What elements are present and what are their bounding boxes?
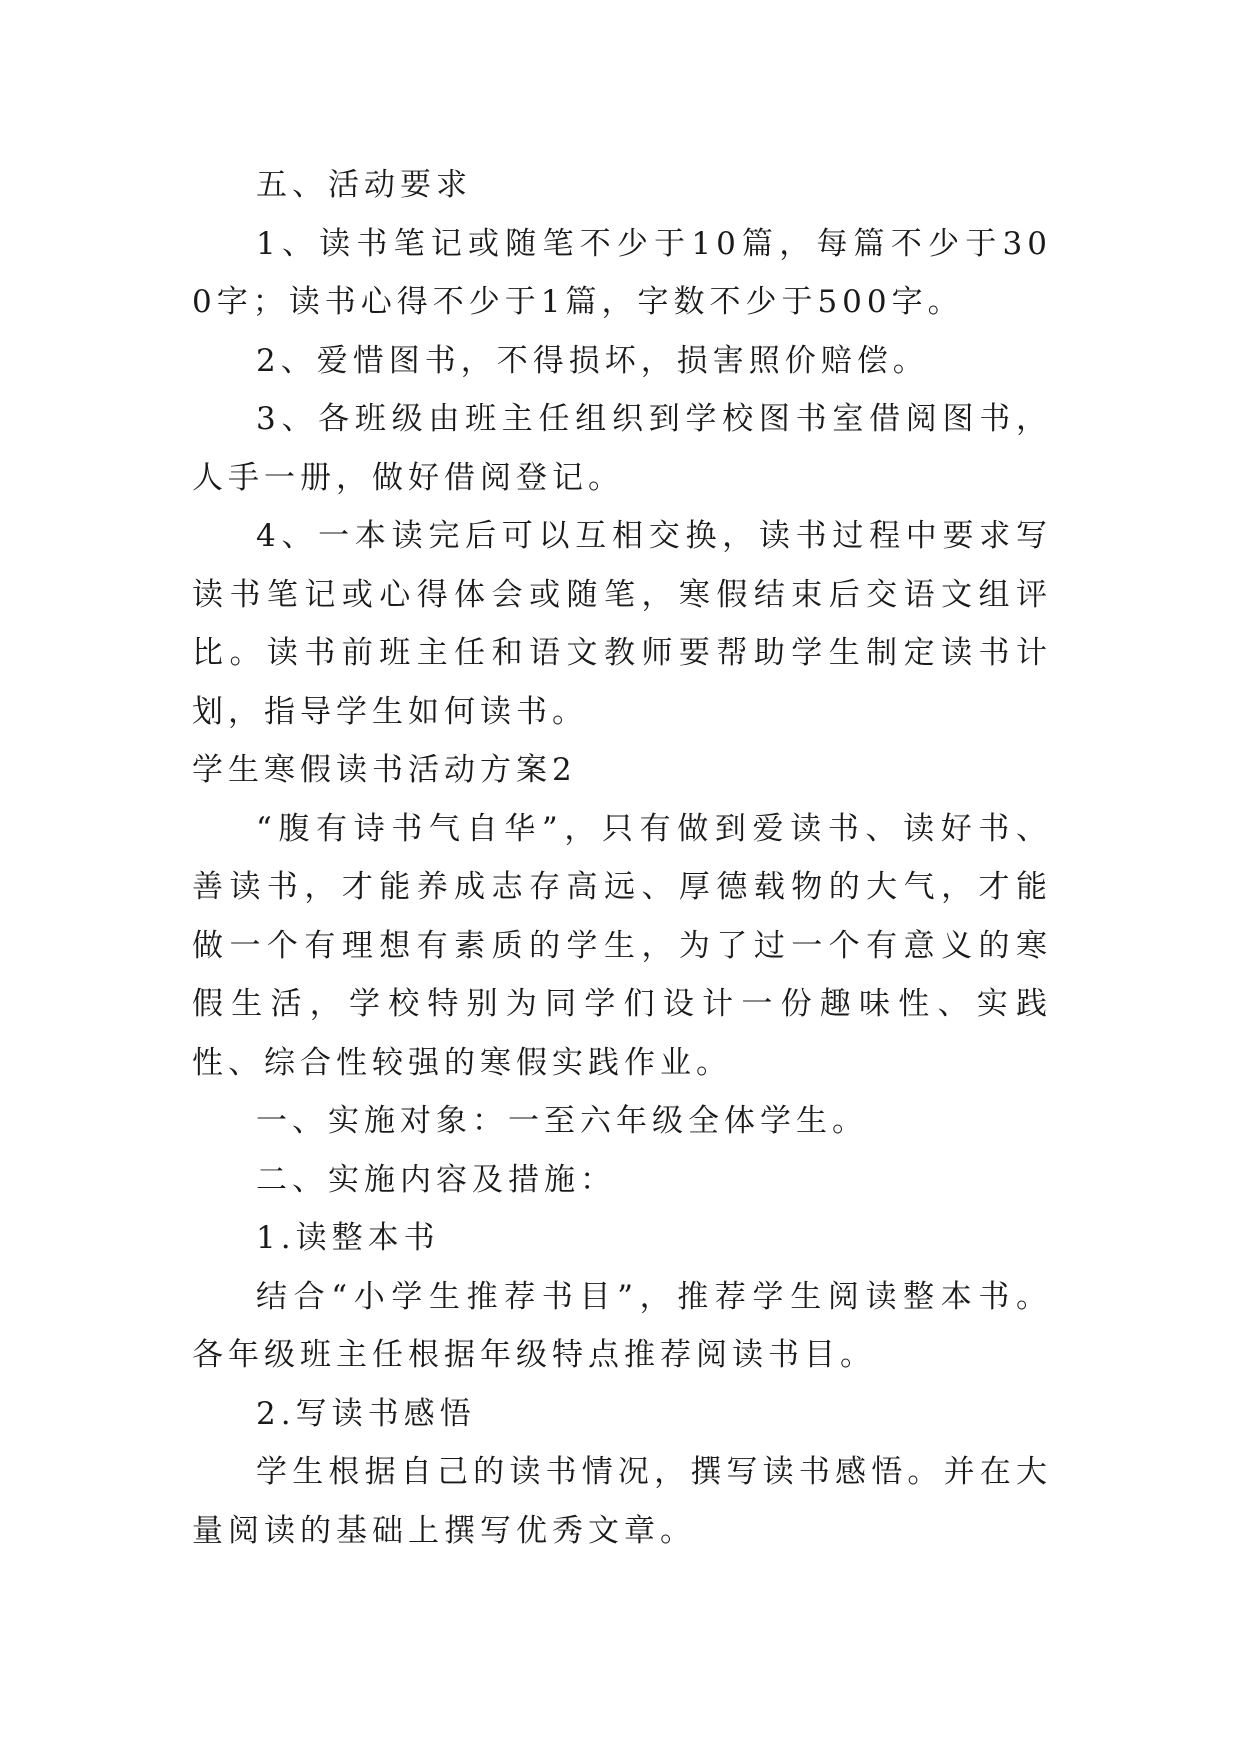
document-body [192, 156, 1052, 1560]
section-content-measures: 二、实施内容及措施： [256, 1161, 616, 1198]
intro-paragraph: “腹有诗书气自华”，只有做到爱读书、读好书、善读书，才能养成志存高远、厚德载物的大气，才能做一个有理想有素质的学生，为了过一个有意义的寒假生活，学校特别为同学们设计一份趣味性、实践性、综合性较强的寒假实践作业。 [192, 810, 1052, 1081]
requirement-item-3: 3、各班级由班主任组织到学校图书室借阅图书，人手一册，做好借阅登记。 [192, 401, 1052, 496]
subheading-read-whole-book: 1.读整本书 [256, 1220, 440, 1256]
subheading-write-reflections: 2.写读书感悟 [256, 1395, 476, 1432]
paragraph-recommended-books: 结合“小学生推荐书目”，推荐学生阅读整本书。各年级班主任根据年级特点推荐阅读书目。 [192, 1278, 1052, 1373]
requirement-item-4: 4、一本读完后可以互相交换，读书过程中要求写读书笔记或心得体会或随笔，寒假结束后交语文组评比。读书前班主任和语文教师要帮助学生制定读书计划，指导学生如何读书。 [192, 518, 1052, 730]
requirement-item-2: 2、爱惜图书，不得损坏，损害照价赔偿。 [256, 342, 929, 379]
plan-title-2: 学生寒假读书活动方案2 [192, 752, 577, 788]
section-heading-activity-requirements: 五、活动要求 [256, 167, 472, 203]
requirement-item-1: 1、读书笔记或随笔不少于10篇，每篇不少于300字；读书心得不少于1篇，字数不少于500字。 [192, 225, 1052, 320]
section-target-audience: 一、实施对象：一至六年级全体学生。 [256, 1103, 868, 1139]
paragraph-reflections: 学生根据自己的读书情况，撰写读书感悟。并在大量阅读的基础上撰写优秀文章。 [192, 1454, 1052, 1549]
